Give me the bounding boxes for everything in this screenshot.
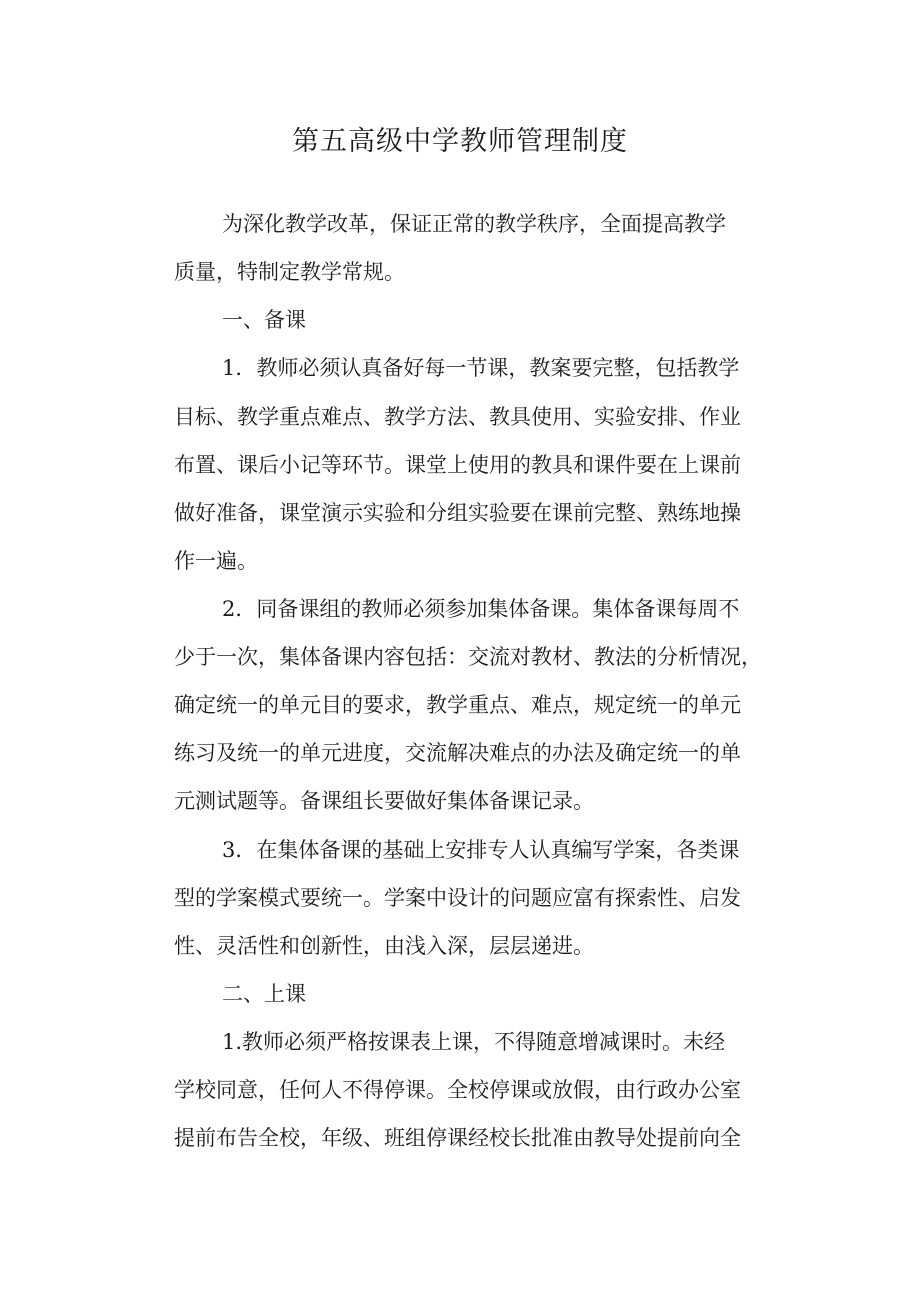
- paragraph-line: 1．教师必须认真备好每一节课，教案要完整，包括教学: [222, 356, 740, 380]
- paragraph-line: 性、灵活性和创新性，由浅入深，层层递进。: [174, 934, 594, 958]
- paragraph-line: 少于一次，集体备课内容包括：交流对教材、教法的分析情况，: [174, 645, 762, 669]
- paragraph-line: 为深化教学改革，保证正常的教学秩序，全面提高教学: [222, 212, 726, 236]
- paragraph-line: 学校同意，任何人不得停课。全校停课或放假，由行政办公室: [174, 1078, 741, 1102]
- paragraph-line: 型的学案模式要统一。学案中设计的问题应富有探索性、启发: [174, 886, 741, 910]
- paragraph-line: 做好准备，课堂演示实验和分组实验要在课前完整、熟练地操: [174, 501, 741, 525]
- section-heading: 二、上课: [222, 982, 306, 1006]
- paragraph-line: 1.教师必须严格按课表上课，不得随意增减课时。未经: [222, 1030, 726, 1054]
- paragraph-line: 练习及统一的单元进度，交流解决难点的办法及确定统一的单: [174, 741, 741, 765]
- paragraph-line: 提前布告全校，年级、班组停课经校长批准由教导处提前向全: [174, 1126, 741, 1150]
- document-title: 第五高级中学教师管理制度: [292, 126, 628, 157]
- paragraph-line: 确定统一的单元目的要求，教学重点、难点，规定统一的单元: [174, 693, 741, 717]
- paragraph-line: 质量，特制定教学常规。: [174, 260, 405, 284]
- paragraph-line: 2．同备课组的教师必须参加集体备课。集体备课每周不: [222, 597, 740, 621]
- paragraph-line: 目标、教学重点难点、教学方法、教具使用、实验安排、作业: [174, 405, 741, 429]
- paragraph-line: 3．在集体备课的基础上安排专人认真编写学案，各类课: [222, 838, 740, 862]
- paragraph-line: 元测试题等。备课组长要做好集体备课记录。: [174, 789, 594, 813]
- paragraph-line: 布置、课后小记等环节。课堂上使用的教具和课件要在上课前: [174, 453, 741, 477]
- paragraph-line: 作一遍。: [174, 549, 258, 573]
- section-heading: 一、备课: [222, 308, 306, 332]
